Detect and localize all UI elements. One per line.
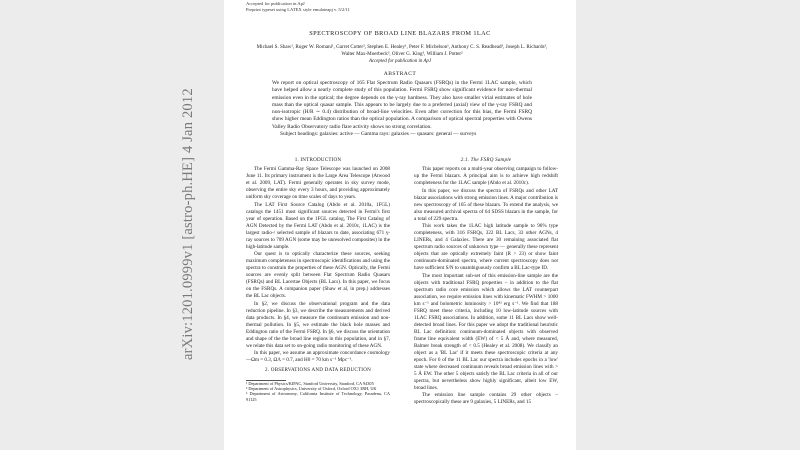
paragraph: The most important sub-set of this emission-line sample are the objects with traditional FSRQ properties – in addition to the flat spectrum radio core emission which allows the LAT counterpart association, we require emission lines with kinematic FWHM > 1000 km s⁻¹ and bolometric luminosity > 10⁴² erg s⁻¹. We find that 188 FSRQ meet these criteria, including 10 low-latitude sources with 1LAC FSRQ associations. In addition, some 11 BL Lacs show well-detected broad lines. For this paper we adopt the traditional heuristic BL Lac definition: continuum-dominated objects with observed frame line equivalent width (EW) of < 5 Å and, where measured, Balmer break strength of < 0.5 (Healey et al. 2008). We classify an object as a 'BL Lac' if it meets these spectroscopic criteria at any epoch. For 6 of the 11 BL Lac our spectra includes epochs in a 'low' state where decreased continuum reveals broad emission lines with > 5 Å EW. The other 5 objects satisfy the BL Lac criteria in all of our spectra, but nevertheless show highly significant, albeit low EW, broad lines. [414, 272, 558, 391]
viewer-background-right [576, 0, 800, 450]
abstract-heading: ABSTRACT [383, 71, 417, 77]
footnotes [246, 380, 390, 402]
paragraph: This paper reports on a multi-year observing campaign to follow-up the Fermi blazars. A principal aim is to achieve high redshift completeness for the 1LAC sample (Abdo et al. 2010c). [414, 166, 558, 186]
footnote: ² Department of Astrophysics, University of Oxford, Oxford OX1 3RH, UK [246, 386, 377, 392]
author-list: Michael S. Shaw¹, Roger W. Romani¹, Garret Cotter², Stephen E. Healey¹, Peter F. Michelson¹, Anthony C. S. Readhead³, Joseph L. Richards³, Walter Max-Moerbeck³, Oliver G. King³, William J. Potter² [256, 44, 548, 57]
paragraph: Our quest is to optically characterize these sources, seeking maximum completeness in spectroscopic identifications and using the spectra to constrain the properties of these AGN. Optically, the Fermi sources are evenly split between Flat Spectrum Radio Quasars (FSRQs) and BL Lacertae Objects (BL Lacs). In this paper, we focus on the FSRQs. A companion paper (Shaw et al, in prep.) addresses the BL Lac objects. [246, 251, 390, 299]
left-column [246, 157, 390, 402]
paper-page [224, 0, 576, 450]
paragraph: In this paper, we discuss the spectra of FSRQs and other LAT blazar associations with strong emission lines. A major contribution is new spectroscopy of 165 of these blazars. To extend the analysis, we also measured archival spectra of 64 SDSS blazars in the sample, for a total of 229 spectra. [414, 187, 558, 222]
footnote: ³ Department of Astronomy, California Institute of Technology, Pasadena, CA 91125 [246, 391, 390, 402]
paragraph: In this paper, we assume an approximate concordance cosmology—Ωm = 0.3, ΩΛ = 0.7, and H0 = 70 km s⁻¹ Mpc⁻¹. [246, 350, 390, 363]
abstract-text: We report on optical spectroscopy of 165 Flat Spectrum Radio Quasars (FSRQs) in the Fermi 1LAC sample, which have helped allow a nearly complete study of this population. Fermi FSRQ show significant evidence for non-thermal emission even in the optical; the degree depends on the γ-ray hardness. They also have smaller virial estimates of hole mass than the optical quasar sample. This appears to be largely due to a preferred (axial) view of the γ-ray FSRQ and non-isotropic (H/R ∼ 0.4) distribution of broad-line velocities. Even after correction for this bias, the Fermi FSRQ show higher mean Eddington ratios than the optical population. A comparison of optical spectral properties with Owens Valley Radio Observatory radio flare activity shows no strong correlation. [272, 80, 532, 130]
section-introduction-heading: 1. INTRODUCTION [294, 157, 342, 163]
right-column [414, 157, 558, 407]
paper-title: SPECTROSCOPY OF BROAD LINE BLAZARS FROM 1LAC [309, 30, 491, 37]
paragraph: In §2, we discuss the observational program and the data reduction pipeline. In §3, we describe the measurements and derived data products. In §4, we measure the continuum emission and non-thermal pollution. In §5, we estimate the black hole masses and Eddington ratio of the Fermi FSRQ. In §6, we discuss the orientation and shape of the the broad line regions in this population, and in §7, we relate this data set to on-going radio monitoring of these AGN. [246, 300, 390, 349]
accepted-note: Accepted for publication in ApJ [368, 59, 432, 64]
paragraph: The LAT First Source Catalog (Abdo et al. 2010a, 1FGL) catalogs the 1451 most significant sources detected in Fermi's first year of operation. Based on the 1FGL catalog, The First Catalog of AGN Detected by the Fermi LAT (Abdo et al. 2010c, 1LAC) is the largest radio-/ selected sample of blazars to date, associating 671 γ-ray sources to 709 AGN (some may be unresolved composites) in the high-latitude sample. [246, 201, 390, 250]
paragraph: The emission line sample contains 29 other objects – spectroscopically these are 9 galaxies, 5 LINERs, and 15 [414, 392, 558, 405]
arxiv-identifier: arXiv:1201.0999v1 [astro-ph.HE] 4 Jan 2012 [180, 88, 196, 360]
section-observations-heading: 2. OBSERVATIONS AND DATA REDUCTION [265, 367, 371, 373]
abstract-body [272, 80, 532, 138]
paragraph: This work takes the 1LAC high latitude sample to 96% type completeness, with 316 FSRQs, 322 BL Lacs, 33 other AGNs, 4 LINERs, and 4 Galaxies. There are 30 remaining associated flat spectrum radio sources of unknown type — generally these represent objects that are optically extremely faint (R > 23) or show faint continuum-dominated spectra, where current spectroscopy does not have sufficient S/N to unambiguously confirm a BL Lac-type ID. [414, 223, 558, 271]
section-fsrq-sample-heading: 2.1. The FSRQ Sample [460, 157, 512, 163]
subject-headings: Subject headings: galaxies: active — Gamma rays: galaxies — quasars: general — surveys [280, 130, 477, 137]
footnote: ¹ Department of Physics/KIPAC, Stanford University, Stanford, CA 94305 [246, 381, 374, 386]
paragraph: The Fermi Gamma-Ray Space Telescope was launched on 2008 June 11. Its primary instrument is the Large Area Telescope (Atwood et al. 2009, LAT). Fermi generally operates in sky survey mode, observing the entire sky every 3 hours, and providing approximately uniform sky coverage on time scales of days to years. [246, 166, 390, 200]
journal-header: Accepted for publication in ApJ [246, 1, 305, 6]
preprint-note: Preprint typeset using LATEX style emulateapj v. 5/2/11 [246, 7, 350, 12]
